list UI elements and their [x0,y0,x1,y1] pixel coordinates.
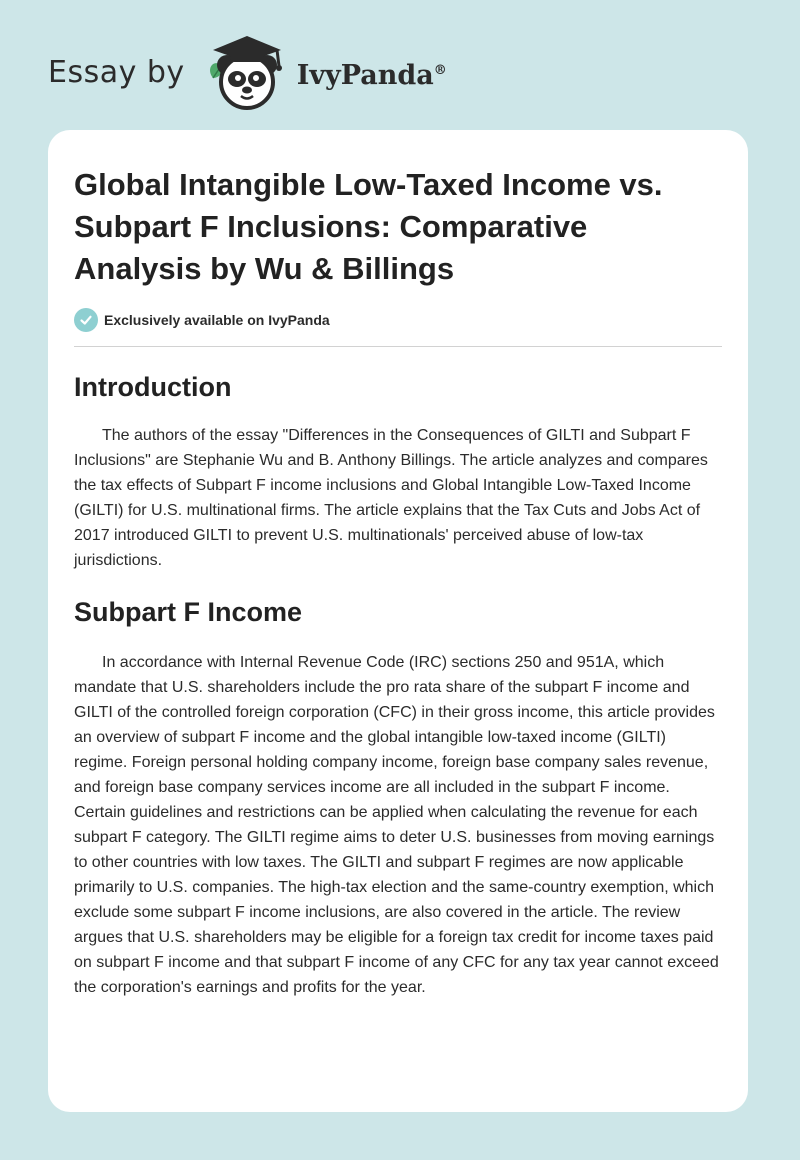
exclusive-badge-label: Exclusively available on IvyPanda [104,312,330,328]
exclusive-badge [74,308,722,332]
essay-card [48,130,748,1112]
section-paragraph-introduction: The authors of the essay "Differences in the Consequences of GILTI and Subpart F Inclusions" are Stephanie Wu and B. Anthony Billings. The article analyzes and compares the tax effects of Subpart F income inclusions and Global Intangible Low-Taxed Income (GILTI) for U.S. multinational firms. The article explains that the Tax Cuts and Jobs Act of 2017 introduced GILTI to prevent U.S. multinationals' perceived abuse of low-tax jurisdictions. [74,427,708,569]
brand-header [48,32,447,112]
title-divider [74,346,722,347]
section-heading-introduction: Introduction [74,372,232,402]
section-heading-subpart-f-income: Subpart F Income [74,597,303,627]
essay-title: Global Intangible Low-Taxed Income vs. Subpart F Inclusions: Comparative Analysis by Wu & Billings [74,167,663,286]
check-circle-icon [74,308,98,332]
brand-name[interactable]: IvyPanda® [296,59,447,91]
section-paragraph-subpart-f-income: In accordance with Internal Revenue Code (IRC) sections 250 and 951A, which mandate that U.S. shareholders include the pro rata share of the subpart F income and GILTI of the controlled foreign corporation (CFC) in their gross income, this article provides an overview of subpart F income and the global intangible low-taxed income (GILTI) regime. Foreign personal holding company income, foreign base company sales revenue, and foreign base company services income are all included in the subpart F income. Certain guidelines and restrictions can be applied when calculating the revenue for each subpart F category. The GILTI regime aims to deter U.S. businesses from moving earnings to other countries with low taxes. The GILTI and subpart F regimes are now applicable primarily to U.S. companies. The high-tax election and the same-country exemption, which exclude some subpart F income inclusions, are also covered in the article. The review argues that U.S. shareholders may be eligible for a foreign tax credit for income taxes paid on subpart F income and that subpart F income of any CFC for any tax year cannot exceed the corporation's earnings and profits for the year. [74,654,719,996]
panda-logo-icon[interactable] [199,32,295,112]
essay-by-label: Essay by [48,54,185,90]
registered-mark: ® [433,62,447,78]
